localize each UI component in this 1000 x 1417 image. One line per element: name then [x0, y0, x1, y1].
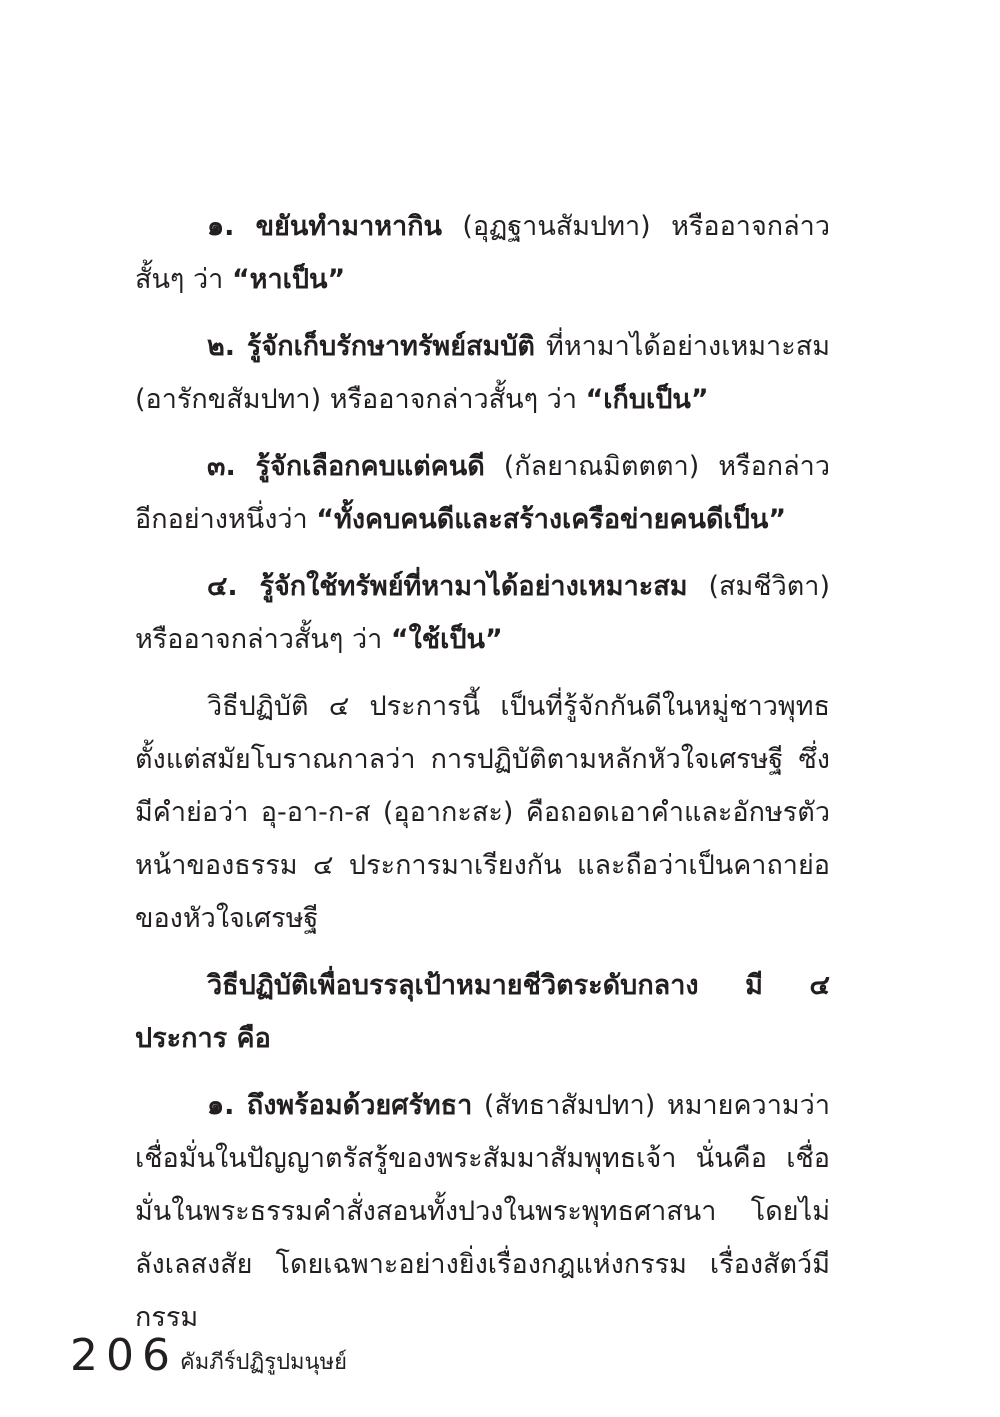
item-summary: “ทั้งคบคนดีและสร้างเครือข่ายคนดีเป็น” [316, 504, 787, 535]
item-text: ที่หามาได้อย่างเหมาะสม (อารักขสัมปทา) หรืออาจกล่าวสั้นๆ ว่า [135, 331, 830, 415]
page-number: 206 [70, 1330, 178, 1381]
heading-text: วิธีปฏิบัติเพื่อบรรลุเป้าหมายชีวิตระดับกลาง มี ๔ ประการ คือ [135, 970, 830, 1054]
body-text: วิธีปฏิบัติ ๔ ประการนี้ เป็นที่รู้จักกันดีในหมู่ชาวพุทธ ตั้งแต่สมัยโบราณกาลว่า การปฏิบัติตามหลักหัวใจเศรษฐี ซึ่งมีคำย่อว่า อุ-อา-ก-ส (อุอากะสะ) คือถอดเอาคำและอักษรตัวหน้าของธรรม ๔ ประการมาเรียงกัน และถือว่าเป็นคาถาย่อของหัวใจเศรษฐี [135, 691, 830, 934]
item-title: ๒. รู้จักเก็บรักษาทรัพย์สมบัติ [207, 331, 535, 362]
list-item-good-friends [135, 440, 830, 546]
item-text: (สัทธาสัมปทา) หมายความว่า เชื่อมั่นในปัญญาตรัสรู้ของพระสัมมาสัมพุทธเจ้า นั่นคือ เชื่อมั่นในพระธรรมคำสั่งสอนทั้งปวงในพระพุทธศาสนา โดยไม่ลังเลสงสัย โดยเฉพาะอย่างยิ่งเรื่องกฎแห่งกรรม เรื่องสัตว์มีกรรม [135, 1090, 830, 1333]
item-title: ๔. รู้จักใช้ทรัพย์ที่หามาได้อย่างเหมาะสม [207, 571, 688, 602]
section-heading [135, 959, 830, 1065]
body-paragraph [135, 680, 830, 945]
item-text: (สมชีวิตา) หรืออาจกล่าวสั้นๆ ว่า [135, 571, 830, 655]
book-title: คัมภีร์ปฏิรูปมนุษย์ [179, 1350, 347, 1375]
item-summary: “ใช้เป็น” [390, 624, 503, 655]
list-item-faith [135, 1079, 830, 1344]
item-text: (กัลยาณมิตตตา) หรือกล่าวอีกอย่างหนึ่งว่า [135, 451, 831, 535]
list-item-hunting-income [135, 200, 830, 306]
page-footer [70, 1318, 347, 1381]
list-item-keeping-wealth [135, 320, 830, 426]
page-body [135, 200, 830, 1358]
item-title: ๓. รู้จักเลือกคบแต่คนดี [207, 451, 485, 482]
item-title: ๑. ขยันทำมาหากิน [207, 211, 443, 242]
list-item-spending-wisely [135, 560, 830, 666]
item-title: ๑. ถึงพร้อมด้วยศรัทธา [207, 1090, 473, 1121]
item-text: (อุฏฐานสัมปทา) หรืออาจกล่าวสั้นๆ ว่า [135, 211, 830, 295]
item-summary: “หาเป็น” [231, 264, 346, 295]
item-summary: “เก็บเป็น” [585, 384, 709, 415]
